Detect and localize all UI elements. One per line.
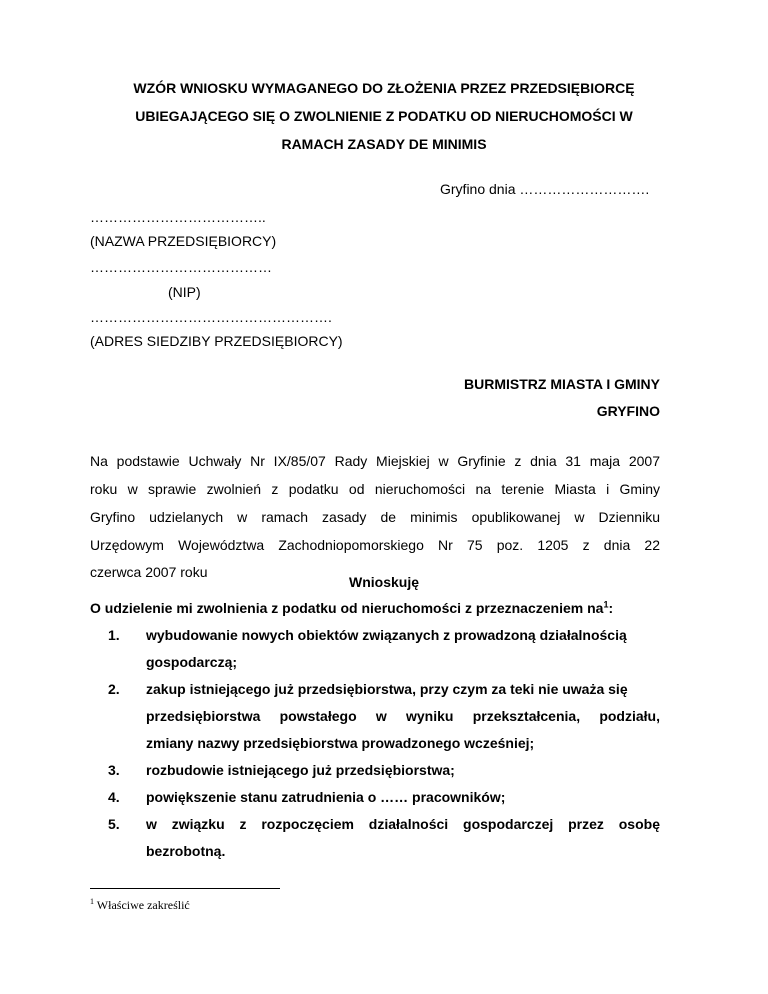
title-line-3: RAMACH ZASADY DE MINIMIS [281, 136, 487, 152]
item-5-line-1: w związku z rozpoczęciem działalności gospodarczej przez osobę [146, 816, 660, 832]
address-dots: ……………………………………………. [90, 309, 332, 325]
item-3-line-1: rozbudowie istniejącego już przedsiębiorstwa; [146, 762, 455, 778]
body-line-1: Na podstawie Uchwały Nr IX/85/07 Rady Miejskiej w Gryfinie z dnia 31 maja 2007 [90, 453, 660, 469]
item-1-number: 1. [108, 627, 120, 643]
footnote-reference: 1 [603, 599, 609, 610]
item-2-line-1: zakup istniejącego już przedsiębiorstwa, przy czym za teki nie uważa się [146, 681, 628, 697]
nip-label: (NIP) [168, 284, 201, 300]
item-2-line-3: zmiany nazwy przedsiębiorstwa prowadzonego wcześniej; [146, 735, 535, 751]
item-1-line-2: gospodarczą; [146, 654, 238, 670]
body-line-2: roku w sprawie zwolnień z podatku od nieruchomości na terenie Miasta i Gminy [90, 481, 660, 497]
item-4-line-1: powiększenie stanu zatrudnienia o …… pracowników; [146, 789, 506, 805]
request-heading: Wnioskuję [348, 574, 419, 590]
address-label: (ADRES SIEDZIBY PRZEDSIĘBIORCY) [90, 333, 343, 349]
item-2-number: 2. [108, 681, 120, 697]
recipient-line-2: GRYFINO [596, 403, 660, 419]
nip-dots: ………………………………… [90, 259, 272, 275]
footnote-separator [90, 888, 280, 889]
item-5-number: 5. [108, 816, 120, 832]
title-line-2: UBIEGAJĄCEGO SIĘ O ZWOLNIENIE Z PODATKU OD NIERUCHOMOŚCI W [135, 108, 633, 124]
item-3-number: 3. [108, 762, 120, 778]
recipient-line-1: BURMISTRZ MIASTA I GMINY [464, 376, 660, 392]
item-5-line-2: bezrobotną. [146, 843, 226, 859]
request-intro-colon: : [608, 600, 614, 616]
request-intro-text: O udzielenie mi zwolnienia z podatku od nieruchomości z przeznaczeniem na [90, 600, 604, 616]
request-intro [90, 600, 613, 616]
title-line-1: WZÓR WNIOSKU WYMAGANEGO DO ZŁOŻENIA PRZEZ PRZEDSIĘBIORCĘ [133, 80, 635, 96]
item-1-line-1: wybudowanie nowych obiektów związanych z prowadzoną działalnością [146, 627, 627, 643]
body-line-5: czerwca 2007 roku [90, 564, 208, 580]
footnote [90, 898, 190, 913]
footnote-mark: 1 [90, 897, 94, 906]
item-4-number: 4. [108, 789, 120, 805]
body-line-4: Urzędowym Województwa Zachodniopomorskiego Nr 75 poz. 1205 z dnia 22 [90, 537, 660, 553]
company-name-label: (NAZWA PRZEDSIĘBIORCY) [90, 233, 277, 249]
footnote-text: Właściwe zakreślić [96, 898, 190, 912]
company-name-dots: ……………………………….. [90, 209, 266, 225]
place-date: Gryfino dnia ………………………. [440, 181, 650, 197]
body-line-3: Gryfino udzielanych w ramach zasady de minimis opublikowanej w Dzienniku [90, 509, 660, 525]
item-2-line-2: przedsiębiorstwa powstałego w wyniku przekształcenia, podziału, [146, 708, 660, 724]
